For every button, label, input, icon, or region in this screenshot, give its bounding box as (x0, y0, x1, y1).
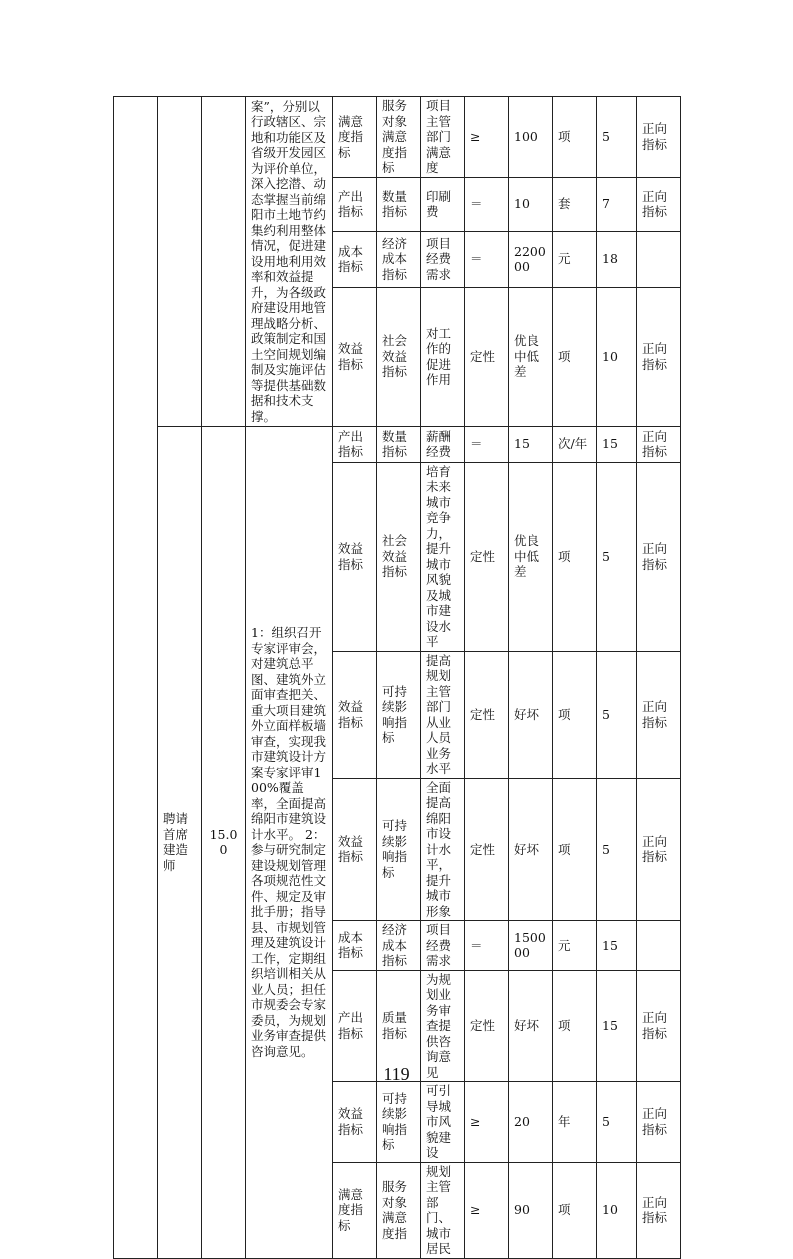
indicator-level2: 数量指标 (377, 426, 421, 462)
indicator-level3: 可引导城市风貌建设 (421, 1082, 465, 1163)
target-value: 90 (509, 1162, 553, 1258)
operator-cell: 定性 (465, 970, 509, 1082)
direction-cell: 正向指标 (637, 1082, 681, 1163)
indicator-level2: 社会效益指标 (377, 462, 421, 651)
weight-cell: 10 (597, 287, 637, 426)
indicator-level2: 数量指标 (377, 177, 421, 231)
target-value: 20 (509, 1082, 553, 1163)
unit-cell: 项 (553, 97, 597, 178)
indicator-level2: 社会效益指标 (377, 287, 421, 426)
direction-cell: 正向指标 (637, 97, 681, 178)
indicator-level1: 产出指标 (333, 970, 377, 1082)
unit-cell: 元 (553, 921, 597, 971)
indicator-level2: 经济成本指标 (377, 921, 421, 971)
target-value: 好坏 (509, 970, 553, 1082)
target-value: 220000 (509, 231, 553, 287)
weight-cell: 5 (597, 1082, 637, 1163)
operator-cell: ＝ (465, 177, 509, 231)
direction-cell: 正向指标 (637, 462, 681, 651)
direction-cell: 正向指标 (637, 651, 681, 778)
target-value: 10 (509, 177, 553, 231)
direction-cell: 正向指标 (637, 287, 681, 426)
operator-cell: ＝ (465, 426, 509, 462)
unit-cell: 项 (553, 1162, 597, 1258)
direction-cell: 正向指标 (637, 1162, 681, 1258)
target-value: 优良中低差 (509, 287, 553, 426)
indicator-level3: 项目经费需求 (421, 921, 465, 971)
weight-cell: 10 (597, 1162, 637, 1258)
blank-cell (158, 97, 202, 427)
weight-cell: 18 (597, 231, 637, 287)
indicator-level1: 成本指标 (333, 231, 377, 287)
unit-cell: 套 (553, 177, 597, 231)
operator-cell: ≥ (465, 1162, 509, 1258)
indicator-level3: 薪酬经费 (421, 426, 465, 462)
operator-cell: 定性 (465, 778, 509, 921)
unit-cell: 项 (553, 651, 597, 778)
project-amount: 15.00 (202, 426, 246, 1258)
indicator-level1: 效益指标 (333, 287, 377, 426)
target-value: 15 (509, 426, 553, 462)
indicator-level3: 项目经费需求 (421, 231, 465, 287)
project-name: 聘请首席建造师 (158, 426, 202, 1258)
indicator-level2: 可持续影响指标 (377, 1082, 421, 1163)
indicator-level3: 规划主管部门、城市居民 (421, 1162, 465, 1258)
direction-cell: 正向指标 (637, 426, 681, 462)
indicator-level1: 效益指标 (333, 462, 377, 651)
operator-cell: 定性 (465, 462, 509, 651)
weight-cell: 5 (597, 462, 637, 651)
target-value: 150000 (509, 921, 553, 971)
target-value: 好坏 (509, 651, 553, 778)
weight-cell: 15 (597, 921, 637, 971)
indicator-level1: 产出指标 (333, 177, 377, 231)
table-row (114, 426, 681, 462)
weight-cell: 15 (597, 970, 637, 1082)
unit-cell: 年 (553, 1082, 597, 1163)
unit-cell: 项 (553, 287, 597, 426)
direction-cell: 正向指标 (637, 778, 681, 921)
indicator-level1: 满意度指标 (333, 1162, 377, 1258)
indicator-level1: 满意度指标 (333, 97, 377, 178)
direction-cell: 正向指标 (637, 970, 681, 1082)
unit-cell: 项 (553, 970, 597, 1082)
indicator-level2: 经济成本指标 (377, 231, 421, 287)
weight-cell: 5 (597, 651, 637, 778)
operator-cell: 定性 (465, 651, 509, 778)
project-description: 1：组织召开专家评审会，对建筑总平图、建筑外立面审查把关、重大项目建筑外立面样板墙审查，实现我市建筑设计方案专家评审100%覆盖率，全面提高绵阳市建筑设计水平。 2：参与研究制定建设规划管理各项规范性文件、规定及审批手册；指导县、市规划管理及建筑设计工作，定期组织培训相关从业人员；担任市规委会专家委员，为规划业务审查提供咨询意见。 (246, 426, 333, 1258)
operator-cell: ≥ (465, 97, 509, 178)
table-row (114, 97, 681, 178)
direction-cell (637, 921, 681, 971)
indicator-level2: 服务对象满意度指标 (377, 97, 421, 178)
operator-cell: ＝ (465, 231, 509, 287)
target-value: 100 (509, 97, 553, 178)
weight-cell: 5 (597, 97, 637, 178)
blank-cell (202, 97, 246, 427)
indicator-level1: 效益指标 (333, 778, 377, 921)
operator-cell: 定性 (465, 287, 509, 426)
direction-cell (637, 231, 681, 287)
indicator-level1: 效益指标 (333, 1082, 377, 1163)
operator-cell: ＝ (465, 921, 509, 971)
weight-cell: 7 (597, 177, 637, 231)
indicator-level2: 可持续影响指标 (377, 651, 421, 778)
unit-cell: 次/年 (553, 426, 597, 462)
indicator-level2: 质量指标 (377, 970, 421, 1082)
project-description: 案”，分别以行政辖区、宗地和功能区及省级开发园区为评价单位，深入挖潜、动态掌握当前绵阳市土地节约集约利用整体情况，促进建设用地利用效率和效益提升，为各级政府建设用地管理战略分析、政策制定和国土空间规划编制及实施评估等提供基础数据和技术支撑。 (246, 97, 333, 427)
unit-cell: 元 (553, 231, 597, 287)
direction-cell: 正向指标 (637, 177, 681, 231)
indicator-level3: 为规划业务审查提供咨询意见 (421, 970, 465, 1082)
operator-cell: ≥ (465, 1082, 509, 1163)
indicator-level3: 印刷费 (421, 177, 465, 231)
indicator-level3: 全面提高绵阳市设计水平，提升城市形象 (421, 778, 465, 921)
indicator-level1: 效益指标 (333, 651, 377, 778)
indicator-level3: 项目主管部门满意度 (421, 97, 465, 178)
weight-cell: 5 (597, 778, 637, 921)
page-number: 119 (383, 1064, 410, 1084)
target-value: 优良中低差 (509, 462, 553, 651)
indicator-level3: 提高规划主管部门从业人员业务水平 (421, 651, 465, 778)
target-value: 好坏 (509, 778, 553, 921)
indicator-level1: 成本指标 (333, 921, 377, 971)
weight-cell: 15 (597, 426, 637, 462)
unit-cell: 项 (553, 778, 597, 921)
indicator-level1: 产出指标 (333, 426, 377, 462)
indicator-level2: 服务对象满意度指 (377, 1162, 421, 1258)
indicator-level2: 可持续影响指标 (377, 778, 421, 921)
indicator-level3: 对工作的促进作用 (421, 287, 465, 426)
indicator-level3: 培育未来城市竞争力，提升城市风貌及城市建设水平 (421, 462, 465, 651)
unit-cell: 项 (553, 462, 597, 651)
